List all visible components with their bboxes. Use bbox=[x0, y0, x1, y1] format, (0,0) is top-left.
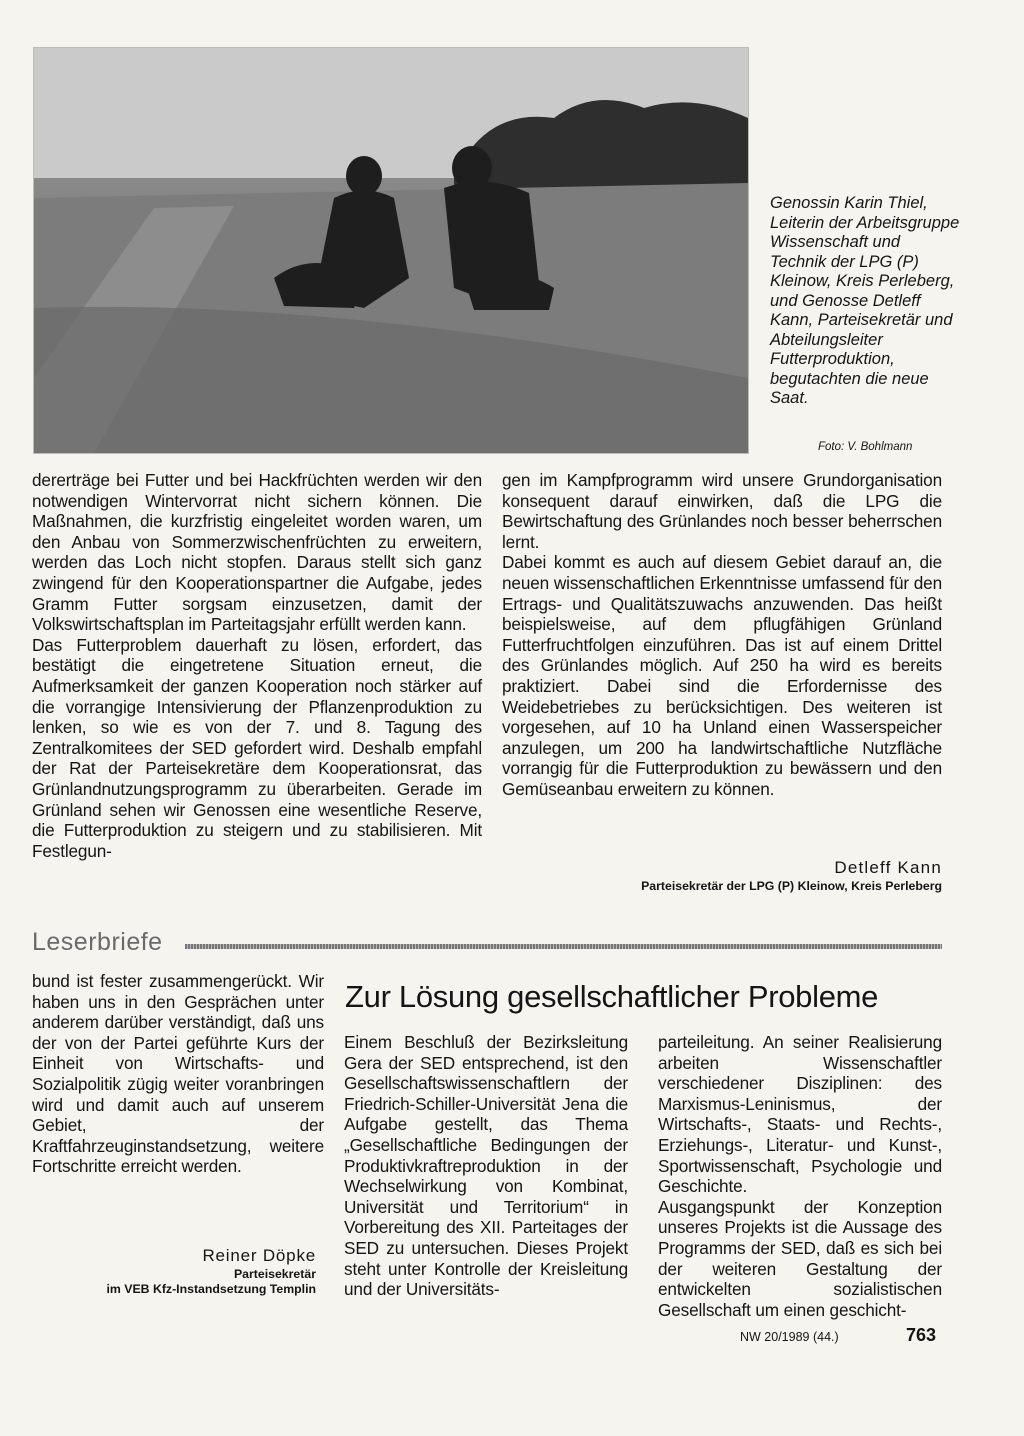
article-author: Detleff Kann bbox=[834, 858, 942, 877]
section-title: Leserbriefe bbox=[32, 928, 163, 956]
article-column-2: gen im Kampfprogramm wird unsere Grundorganisation konsequent darauf einwirken, daß die LPG die Bewirtschaftung des Grünlandes noch besser beherrschen lernt. Dabei kommt es auch auf diesem Gebiet darauf an, die neuen wissenschaftlichen Erkenntnisse umfassend für den Ertrags- und Qualitätszuwachs anzuwenden. Das heißt beispielsweise, auf dem pflugfähigen Grünland Futterfruchtfolgen einzuführen. Das ist auf einem Drittel des Grünlandes möglich. Auf 250 ha wird es bereits praktiziert. Dabei sind die Erfordernisse des Weidebetriebes zu berücksichtigen. Des weiteren ist vorgesehen, auf 10 ha Unland einen Wasserspeicher anzulegen, um 200 ha landwirtschaftliche Nutzfläche vorrangig für die Futterproduktion zu bewässern und den Gemüseanbau erweitern zu können. bbox=[502, 470, 942, 799]
letter-headline: Zur Lösung gesellschaftlicher Probleme bbox=[345, 979, 879, 1014]
section-divider bbox=[185, 944, 942, 949]
issue-label: NW 20/1989 (44.) bbox=[740, 1330, 839, 1344]
letter-column-2: Einem Beschluß der Bezirksleitung Gera der SED entsprechend, ist den Gesellschaftswissenschaftlern der Friedrich-Schiller-Universität Jena die Aufgabe gestellt, das Thema „Gesellschaftliche Bedingungen der Produktivkraftreproduktion in der Wechselwirkung von Kombinat, Universität und Territorium“ in Vorbereitung des XII. Parteitages der SED zu untersuchen. Dieses Projekt steht unter Kontrolle der Kreisleitung und der Universitäts- bbox=[344, 1032, 628, 1300]
letter-author: Reiner Döpke bbox=[202, 1246, 316, 1265]
photo-illustration bbox=[34, 48, 748, 453]
letter-author-role: Parteisekretär im VEB Kfz-Instandsetzung Templin bbox=[106, 1267, 316, 1296]
letter-column-1: bund ist fester zusammengerückt. Wir haben uns in den Gesprächen unter anderem darüber verständigt, daß uns der von der Partei geführte Kurs der Einheit von Wirtschafts- und Sozialpolitik zügig weiter voranbringen wird und damit auch auf unserem Gebiet, der Kraftfahrzeuginstandsetzung, weitere Fortschritte erreicht werden. bbox=[32, 971, 324, 1177]
photo-caption: Genossin Karin Thiel, Leiterin der Arbeitsgruppe Wissenschaft und Technik der LPG (P) Kleinow, Kreis Perleberg, und Genosse Detleff Kann, Parteisekretär und Abteilungsleiter Futterproduktion, begutachten die neue Saat. bbox=[770, 194, 960, 407]
page-number: 763 bbox=[906, 1325, 937, 1345]
article-column-1: dererträge bei Futter und bei Hackfrüchten werden wir den notwendigen Wintervorrat nicht sichern können. Die Maßnahmen, die kurzfristig eingeleitet worden waren, um den Anbau von Sommerzwischenfrüchten zu erweitern, werden das Loch nicht stopfen. Daraus stellt sich ganz zwingend für den Kooperationspartner die Aufgabe, jedes Gramm Futter sorgsam einzusetzen, damit der Volkswirtschaftsplan im Parteitagsjahr erfüllt werden kann. Das Futterproblem dauerhaft zu lösen, erfordert, das bestätigt die eingetretene Situation erneut, die Aufmerksamkeit der ganzen Kooperation noch stärker auf die vorrangige Intensivierung der Pflanzenproduktion zu lenken, so wie es von der 7. und 8. Tagung des Zentralkomitees der SED gefordert wird. Deshalb empfahl der Rat der Parteisekretäre dem Kooperationsrat, das Grünlandnutzungsprogramm zu überarbeiten. Gerade im Grünland sehen wir Genossen eine wesentliche Reserve, die Futterproduktion zu steigern und zu stabilisieren. Mit Festlegun- bbox=[32, 470, 482, 861]
letter-column-3: parteileitung. An seiner Realisierung arbeiten Wissenschaftler verschiedener Disziplinen: des Marxismus-Leninismus, der Wirtschafts-, Staats- und Rechts-, Erziehungs-, Literatur- und Kunst-, Sportwissenschaft, Psychologie und Geschichte. Ausgangspunkt der Konzeption unseres Projekts ist die Aussage des Programms der SED, daß es sich bei der weiteren Gestaltung der entwickelten sozialistischen Gesellschaft um einen geschicht- bbox=[658, 1032, 942, 1320]
article-author-role: Parteisekretär der LPG (P) Kleinow, Kreis Perleberg bbox=[641, 879, 942, 893]
field-photo bbox=[33, 47, 749, 454]
photo-credit: Foto: V. Bohlmann bbox=[818, 441, 913, 453]
